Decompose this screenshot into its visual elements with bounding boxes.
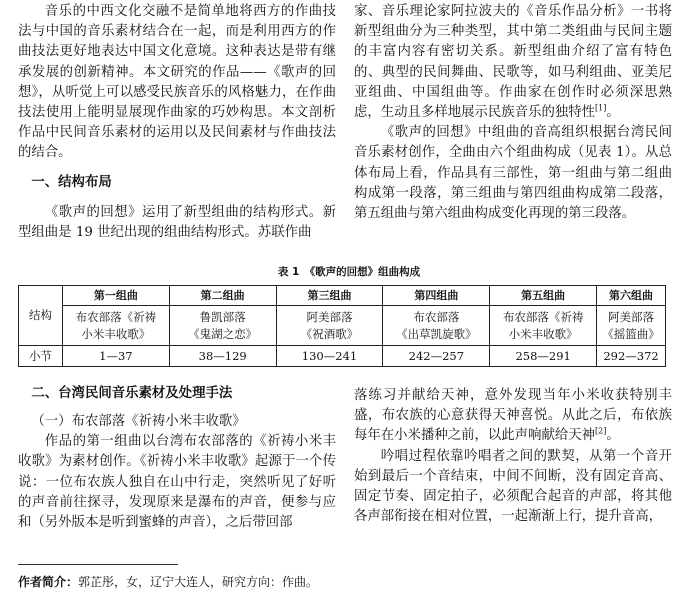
table-cell-piece xyxy=(62,306,169,346)
reference-1: [1] xyxy=(595,103,607,113)
table-cell-bars: 258—291 xyxy=(490,346,597,367)
piece-line: 《祝酒歌》 xyxy=(300,326,359,341)
table-header-row xyxy=(19,286,666,306)
right-column-bottom xyxy=(354,386,672,527)
table-row-bars xyxy=(19,346,666,367)
piece-line: 阿美部落 xyxy=(608,309,655,324)
table-cell-piece xyxy=(169,306,276,346)
table-cell-bars: 242—257 xyxy=(383,346,490,367)
piece-line: 小米丰收歌》 xyxy=(508,326,578,341)
bunun-paragraph: 作品的第一组曲以台湾布农部落的《祈祷小米丰收歌》为素材创作。《祈祷小米丰收歌》起源于一个传说：一位布农族人独自在山中行走，突然听见了好听的声音前往探寻，发现原来是瀑布的声音，便参与应和（另外版本是听到蜜蜂的声音），之后带回部 xyxy=(18,434,336,531)
table-caption: 表 1 《歌声的回想》组曲构成 xyxy=(277,266,421,278)
suite-table xyxy=(18,285,666,367)
legend-paragraph xyxy=(354,386,672,447)
row-head-bars: 小节 xyxy=(19,346,63,367)
subheading-bunun: （一）布农部落《祈祷小米丰收歌》 xyxy=(31,414,246,429)
piece-line: 布农部落《祈祷 xyxy=(75,309,157,324)
legend-text: 落练习并献给天神，意外发现当年小米收获特别丰盛，布农族的心意获得天神喜悦。从此之后，布依族每年在小米播种之前，以此声响献给天神 xyxy=(354,388,672,444)
piece-line: 布农部落 xyxy=(413,309,460,324)
section-heading-materials: 二、台湾民间音乐素材及处理手法 xyxy=(31,386,233,401)
suite-type-end: 。 xyxy=(606,105,620,121)
table-header-cell: 第二组曲 xyxy=(169,286,276,306)
footnote-text: 郭芷彤，女，辽宁大连人，研究方向：作曲。 xyxy=(78,575,319,589)
piece-line: 《摇篮曲》 xyxy=(602,326,660,341)
suite-type-paragraph xyxy=(354,2,672,123)
table-header-cell: 第四组曲 xyxy=(383,286,490,306)
left-column-bottom xyxy=(18,380,336,533)
footnote-divider xyxy=(18,564,178,565)
suite-table-wrapper xyxy=(18,285,666,367)
left-column-top xyxy=(18,2,336,243)
table-cell-piece xyxy=(276,306,383,346)
table-cell-piece xyxy=(490,306,597,346)
reference-2: [2] xyxy=(595,426,607,436)
legend-end: 。 xyxy=(606,428,620,444)
piece-line: 布农部落《祈祷 xyxy=(502,309,584,324)
piece-line: 《鬼湖之恋》 xyxy=(188,326,258,341)
piece-line: 阿美部落 xyxy=(306,309,353,324)
singing-paragraph: 吟唱过程依靠吟唱者之间的默契，从第一个音开始到最后一个音结束，中间不间断，没有固定音高、固定节奏、固定拍子，必须配合起音的声部，将其他各声部衔接在相对位置，一起渐渐上行，提升音高， xyxy=(354,448,672,525)
table-header-cell: 第六组曲 xyxy=(597,286,666,306)
suite-composition-paragraph: 《歌声的回想》中组曲的音高组织根据台湾民间音乐素材创作，全曲由六个组曲构成（见表 1）。从总体布局上看，作品具有三部性，第一组曲与第二组曲构成第一段落，第三组曲与第四组曲构成第二段落，第五组曲与第六组曲构成变化再现的第三段落。 xyxy=(354,125,672,222)
table-cell-piece xyxy=(597,306,666,346)
right-column-top xyxy=(354,2,672,224)
table-header-cell: 第一组曲 xyxy=(62,286,169,306)
piece-line: 鲁凯部落 xyxy=(199,309,246,324)
structure-paragraph: 《歌声的回想》运用了新型组曲的结构形式。新型组曲是 19 世纪出现的组曲结构形式。苏联作曲 xyxy=(18,204,336,240)
table-cell-piece xyxy=(383,306,490,346)
row-head-structure: 结构 xyxy=(19,286,63,346)
piece-line: 小米丰收歌》 xyxy=(81,326,151,341)
table-cell-bars: 292—372 xyxy=(597,346,666,367)
table-cell-bars: 38—129 xyxy=(169,346,276,367)
table-row-pieces xyxy=(19,306,666,346)
table-header-cell: 第五组曲 xyxy=(490,286,597,306)
piece-line: 《出草凯旋歌》 xyxy=(396,326,477,341)
author-footnote xyxy=(18,573,418,591)
intro-paragraph: 音乐的中西文化交融不是简单地将西方的作曲技法与中国的音乐素材结合在一起，而是利用西方的作曲技法更好地表达中国文化意境。这种表达是带有继承发展的创新精神。本文研究的作品——《歌声的回想》，从听觉上可以感受民族音乐的风格魅力，在作曲技法使用上能明显展现作曲家的巧妙构思。本文剖析作品中民间音乐素材的运用以及民间素材与作曲技法的结合。 xyxy=(18,4,336,161)
table-cell-bars: 130—241 xyxy=(276,346,383,367)
section-heading-structure: 一、结构布局 xyxy=(31,174,112,190)
table-cell-bars: 1—37 xyxy=(62,346,169,367)
suite-type-text: 家、音乐理论家阿拉波夫的《音乐作品分析》一书将新型组曲分为三种类型，其中第二类组曲与民间主题的丰富内容有密切关系。新型组曲介绍了富有特色的、典型的民间舞曲、民歌等，如马利组曲、亚美尼亚组曲、中国组曲等。作曲家在创作时必须深思熟虑，生动且多样地展示民族音乐的独特性 xyxy=(354,4,672,121)
table-header-cell: 第三组曲 xyxy=(276,286,383,306)
footnote-label: 作者简介： xyxy=(18,575,79,589)
